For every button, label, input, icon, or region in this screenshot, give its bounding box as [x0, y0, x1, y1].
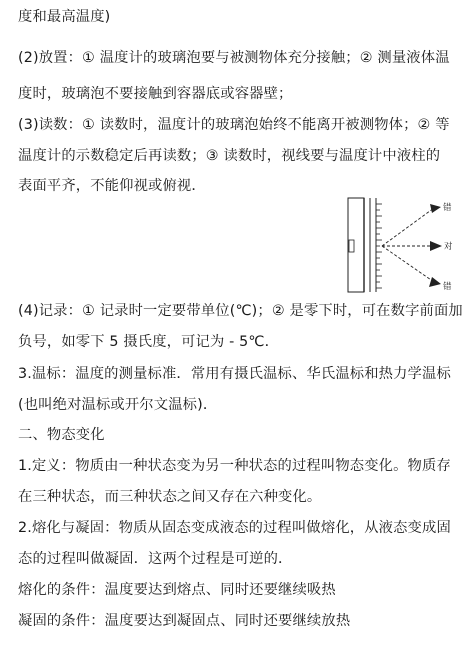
thermometer-reading-diagram	[346, 196, 458, 294]
text-line-6: 表面平齐，不能仰视或俯视．	[18, 178, 206, 194]
text-line-14: 2.熔化与凝固：物质从固态变成液态的过程叫做熔化，从液态变成固	[18, 520, 451, 536]
liquid-column-mark	[349, 240, 354, 252]
text-line-16: 熔化的条件：温度要达到熔点、同时还要继续吸热	[18, 582, 336, 598]
sight-line-bottom	[382, 246, 434, 282]
text-line-17: 凝固的条件：温度要达到凝固点、同时还要继续放热	[18, 613, 351, 629]
text-line-2: (2)放置：① 温度计的玻璃泡要与被测物体充分接触；② 测量液体温	[18, 50, 450, 66]
text-line-13: 在三种状态，而三种状态之间又存在六种变化。	[18, 489, 322, 505]
text-line-9: 3.温标：温度的测量标准．常用有摄氏温标、华氏温标和热力学温标	[18, 366, 451, 382]
text-line-10: (也叫绝对温标或开尔文温标)．	[18, 397, 218, 413]
text-line-8: 负号，如零下 5 摄氏度，可记为 - 5℃．	[18, 334, 280, 350]
text-line-7: (4)记录：① 记录时一定要带单位(℃)；② 是零下时，可在数字前面加	[18, 303, 463, 319]
text-line-12: 1.定义：物质由一种状态变为另一种状态的过程叫物态变化。物质存	[18, 458, 451, 474]
text-line-1: 度和最高温度)	[18, 9, 111, 25]
section-heading: 二、物态变化	[18, 427, 105, 443]
text-line-15: 态的过程叫做凝固．这两个过程是可逆的．	[18, 551, 293, 567]
scale-ticks	[376, 204, 382, 288]
eye-icon-top	[430, 204, 441, 213]
eye-icon-middle	[430, 241, 442, 251]
sight-line-top	[382, 208, 434, 246]
label-wrong-bottom: 错	[443, 282, 452, 292]
eye-icon-bottom	[429, 277, 441, 287]
label-correct: 对	[444, 242, 453, 252]
text-line-5: 温度计的示数稳定后再读数；③ 读数时，视线要与温度计中液柱的	[18, 148, 441, 164]
text-line-3: 度时，玻璃泡不要接触到容器底或容器壁；	[18, 86, 293, 102]
label-wrong-top: 错	[443, 203, 452, 213]
text-line-4: (3)读数：① 读数时，温度计的玻璃泡始终不能离开被测物体；② 等	[18, 117, 450, 133]
